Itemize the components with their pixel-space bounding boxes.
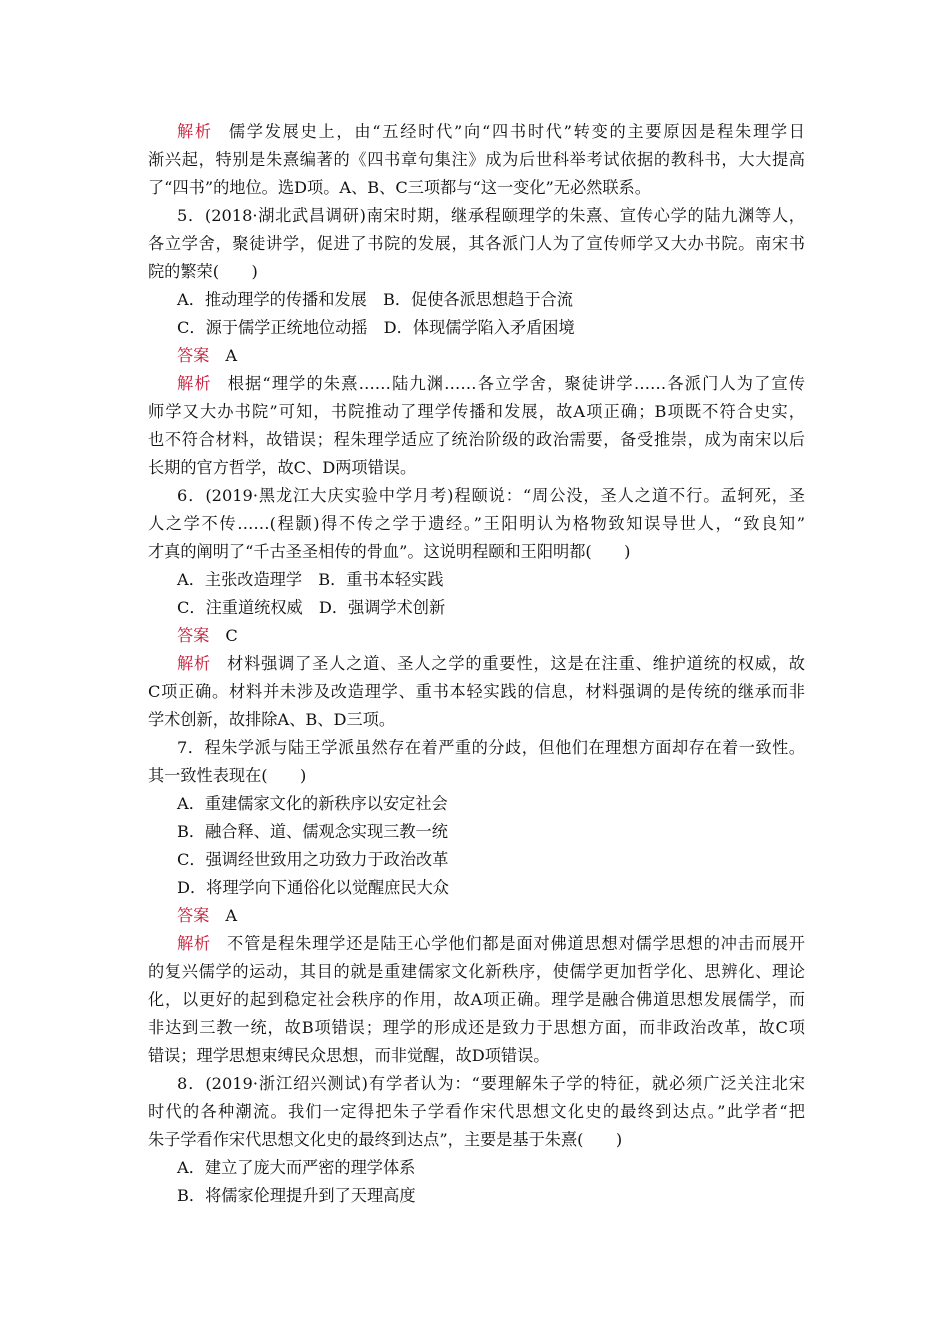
question-6-analysis: 学术创新，故排除A、B、D三项。 bbox=[148, 710, 396, 729]
question-7-analysis: 非达到三教一统，故B项错误；理学的形成还是致力于思想方面，而非政治改革，故C项 bbox=[148, 1018, 805, 1037]
answer-label: 答案 bbox=[177, 346, 210, 365]
analysis-label: 解析 bbox=[177, 122, 213, 141]
analysis-line: 了“四书”的地位。选D项。A、B、C三项都与“这一变化”无必然联系。 bbox=[148, 178, 651, 197]
question-5-options: C．源于儒学正统地位动摇 D．体现儒学陷入矛盾困境 bbox=[177, 318, 575, 337]
analysis-text: 根据“理学的朱熹……陆九渊……各立学舍，聚徒讲学……各派门人为了宣传 bbox=[227, 374, 805, 393]
question-7-analysis bbox=[0, 930, 805, 958]
answer-label: 答案 bbox=[177, 626, 210, 645]
question-8-option-b: B．将儒家伦理提升到了天理高度 bbox=[177, 1186, 416, 1205]
analysis-label: 解析 bbox=[177, 374, 212, 393]
question-6-options: C．注重道统权威 D．强调学术创新 bbox=[177, 598, 446, 617]
question-8-stem: 8．(2019·浙江绍兴测试)有学者认为：“要理解朱子学的特征，就必须广泛关注北宋 bbox=[177, 1074, 805, 1093]
analysis-text: 不管是程朱理学还是陆王心学他们都是面对佛道思想对儒学思想的冲击而展开 bbox=[227, 934, 805, 953]
question-8-option-a: A．建立了庞大而严密的理学体系 bbox=[177, 1158, 416, 1177]
question-6-stem: 才真的阐明了“千古圣圣相传的骨血”。这说明程颐和王阳明都( ) bbox=[148, 542, 631, 561]
question-7-answer-line bbox=[0, 902, 950, 930]
answer-value: A bbox=[225, 906, 238, 925]
analysis-label: 解析 bbox=[177, 654, 212, 673]
question-5-analysis: 师学又大办书院”可知，书院推动了理学传播和发展，故A项正确；B项既不符合史实， bbox=[148, 402, 805, 421]
question-5-options: A．推动理学的传播和发展 B．促使各派思想趋于合流 bbox=[177, 290, 573, 309]
analysis-text: 材料强调了圣人之道、圣人之学的重要性，这是在注重、维护道统的权威，故 bbox=[227, 654, 805, 673]
question-7-option-c: C．强调经世致用之功致力于政治改革 bbox=[177, 850, 449, 869]
question-5-stem: 各立学舍，聚徒讲学，促进了书院的发展，其各派门人为了宣传师学又大办书院。南宋书 bbox=[148, 234, 805, 253]
question-5-analysis bbox=[0, 370, 805, 398]
question-7-option-d: D．将理学向下通俗化以觉醒庶民大众 bbox=[177, 878, 449, 897]
answer-label: 答案 bbox=[177, 906, 210, 925]
question-7-stem: 其一致性表现在( ) bbox=[148, 766, 307, 785]
question-5-stem: 院的繁荣( ) bbox=[148, 262, 258, 281]
question-5-analysis: 也不符合材料，故错误；程朱理学适应了统治阶级的政治需要，备受推崇，成为南宋以后 bbox=[148, 430, 805, 449]
question-6-stem: 人之学不传……(程颢)得不传之学于遗经。”王阳明认为格物致知误导世人，“致良知” bbox=[148, 514, 805, 533]
analysis-label: 解析 bbox=[177, 934, 212, 953]
analysis-line bbox=[0, 118, 805, 146]
analysis-text: 儒学发展史上，由“五经时代”向“四书时代”转变的主要原因是程朱理学日 bbox=[228, 122, 805, 141]
question-7-stem: 7．程朱学派与陆王学派虽然存在着严重的分歧，但他们在理想方面却存在着一致性。 bbox=[177, 738, 805, 757]
answer-value: C bbox=[225, 626, 238, 645]
analysis-line: 渐兴起，特别是朱熹编著的《四书章句集注》成为后世科举考试依据的教科书，大大提高 bbox=[148, 150, 805, 169]
question-7-analysis: 化，以更好的起到稳定社会秩序的作用，故A项正确。理学是融合佛道思想发展儒学，而 bbox=[148, 990, 805, 1009]
question-8-stem: 时代的各种潮流。我们一定得把朱子学看作宋代思想文化史的最终到达点。”此学者“把 bbox=[148, 1102, 805, 1121]
question-7-option-b: B．融合释、道、儒观念实现三教一统 bbox=[177, 822, 448, 841]
question-7-option-a: A．重建儒家文化的新秩序以安定社会 bbox=[177, 794, 448, 813]
question-7-analysis: 错误；理学思想束缚民众思想，而非觉醒，故D项错误。 bbox=[148, 1046, 550, 1065]
question-6-answer-line bbox=[0, 622, 950, 650]
question-6-options: A．主张改造理学 B．重书本轻实践 bbox=[177, 570, 444, 589]
question-5-analysis: 长期的官方哲学，故C、D两项错误。 bbox=[148, 458, 417, 477]
question-6-analysis: C项正确。材料并未涉及改造理学、重书本轻实践的信息，材料强调的是传统的继承而非 bbox=[148, 682, 805, 701]
question-5-stem: 5．(2018·湖北武昌调研)南宋时期，继承程颐理学的朱熹、宣传心学的陆九渊等人， bbox=[177, 206, 805, 225]
question-6-stem: 6．(2019·黑龙江大庆实验中学月考)程颐说：“周公没，圣人之道不行。孟轲死，圣 bbox=[177, 486, 805, 505]
question-8-stem: 朱子学看作宋代思想文化史的最终到达点”，主要是基于朱熹( ) bbox=[148, 1130, 623, 1149]
question-6-analysis bbox=[0, 650, 805, 678]
question-5-answer-line bbox=[0, 342, 950, 370]
answer-value: A bbox=[225, 346, 238, 365]
question-7-analysis: 的复兴儒学的运动，其目的就是重建儒家文化新秩序，使儒学更加哲学化、思辨化、理论 bbox=[148, 962, 805, 981]
